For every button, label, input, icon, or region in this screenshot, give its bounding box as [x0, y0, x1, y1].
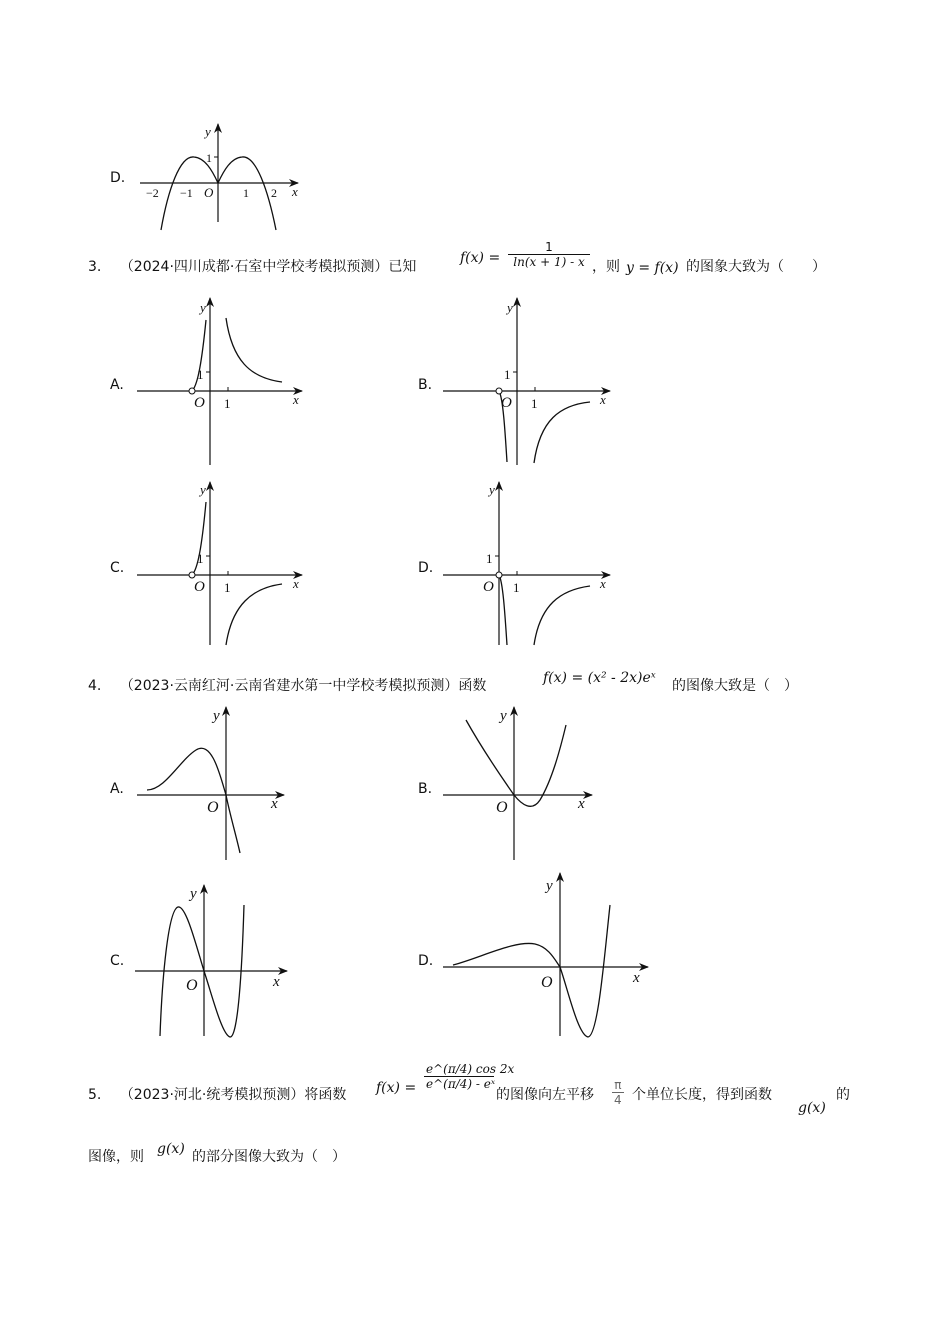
q2-tick-pos2: 2	[271, 186, 277, 200]
q2-x-label: x	[292, 184, 298, 199]
q5-line2-func: g(x)	[157, 1141, 185, 1157]
q3-func-lhs: f(x) =	[460, 250, 501, 266]
q3d-1y: 1	[486, 551, 493, 566]
q2-tick-neg2: −2	[146, 186, 159, 200]
q3c-1y: 1	[197, 551, 204, 566]
q2-y-label: y	[205, 124, 211, 139]
q4-option-d-label[interactable]: D.	[418, 953, 434, 969]
q3c-o: O	[194, 579, 205, 595]
q4-graph-a	[137, 707, 284, 860]
q3c-y: y	[200, 482, 206, 497]
q4b-y: y	[500, 708, 507, 724]
q4b-x: x	[578, 796, 585, 812]
q3a-o: O	[194, 395, 205, 411]
q5-shift-num: π	[612, 1078, 624, 1093]
q5-frac-den: e^(π/4) - eˣ	[426, 1077, 496, 1091]
q4a-y: y	[213, 708, 220, 724]
q4b-o: O	[496, 799, 508, 816]
q3d-o: O	[483, 579, 494, 595]
q4-option-c-label[interactable]: C.	[110, 953, 125, 969]
q5-mid2: 个单位长度，得到函数	[632, 1087, 772, 1103]
q3-source: （2024·四川成都·石室中学校考模拟预测）已知	[119, 259, 417, 275]
q3-option-a-label[interactable]: A.	[110, 377, 124, 393]
q3-number: 3.	[88, 259, 102, 275]
q2-origin-label: O	[204, 185, 214, 200]
q5-fraction	[424, 1062, 515, 1091]
q4a-o: O	[207, 799, 219, 816]
q2-option-d-label[interactable]: D.	[110, 170, 126, 186]
q5-g-func: g(x)	[798, 1100, 826, 1116]
q3a-1y: 1	[197, 367, 204, 382]
q4d-o: O	[541, 974, 553, 991]
q3b-o: O	[501, 395, 512, 411]
q3c-1x: 1	[224, 580, 231, 595]
q3-option-b-label[interactable]: B.	[418, 377, 433, 393]
q4-option-a-label[interactable]: A.	[110, 781, 124, 797]
q3a-y: y	[200, 300, 206, 315]
q3b-x: x	[600, 392, 606, 407]
q4c-o: O	[186, 977, 198, 994]
q4a-x: x	[271, 796, 278, 812]
q4c-x: x	[273, 974, 280, 990]
q4-option-b-label[interactable]: B.	[418, 781, 433, 797]
q3a-x: x	[293, 392, 299, 407]
q5-shift	[612, 1078, 624, 1107]
q5-stem	[88, 1084, 346, 1104]
q4d-x: x	[633, 970, 640, 986]
q4-graph-c	[135, 885, 287, 1037]
q3c-x: x	[293, 576, 299, 591]
q3-tail: 的图象大致为（ ）	[686, 259, 826, 275]
q4-func: f(x) = (x² - 2x)eˣ	[543, 670, 656, 686]
q2-tick-neg1: −1	[180, 186, 193, 200]
q4-graph-d	[443, 873, 648, 1037]
q4-tail: 的图像大致是（ ）	[672, 678, 798, 694]
q4d-y: y	[546, 878, 553, 894]
q3b-1x: 1	[531, 396, 538, 411]
q4-number: 4.	[88, 678, 102, 694]
q5-source: （2023·河北·统考模拟预测）将函数	[119, 1087, 347, 1103]
q5-mid3: 的	[836, 1087, 850, 1103]
q5-line2-start: 图像，则	[88, 1149, 144, 1165]
q3-mid: ，则	[592, 259, 620, 275]
q3-frac-den: ln(x + 1) - x	[513, 255, 585, 269]
q4-source: （2023·云南红河·云南省建水第一中学校考模拟预测）函数	[119, 678, 487, 694]
q5-line2-end: 的部分图像大致为（ ）	[192, 1149, 346, 1165]
q3d-1x: 1	[513, 580, 520, 595]
q4-graph-b	[443, 707, 592, 860]
q3a-1x: 1	[224, 396, 231, 411]
q3-option-d-label[interactable]: D.	[418, 560, 434, 576]
q3-func-rhs: y = f(x)	[626, 260, 679, 276]
q5-func-lhs: f(x) =	[376, 1080, 417, 1096]
q3-option-c-label[interactable]: C.	[110, 560, 125, 576]
q5-mid1: 的图像向左平移	[496, 1087, 594, 1103]
q4c-y: y	[190, 886, 197, 902]
q3-frac-num: 1	[508, 240, 590, 255]
q2-tick-pos1: 1	[243, 186, 249, 200]
q5-number: 5.	[88, 1087, 102, 1103]
q5-shift-den: 4	[614, 1093, 622, 1107]
q2-tick-1-y: 1	[206, 151, 212, 165]
q5-frac-num: e^(π/4) cos 2x	[426, 1062, 515, 1076]
q3d-x: x	[600, 576, 606, 591]
q3b-y: y	[507, 300, 513, 315]
q3d-y: y	[489, 482, 495, 497]
q3b-1y: 1	[504, 367, 511, 382]
